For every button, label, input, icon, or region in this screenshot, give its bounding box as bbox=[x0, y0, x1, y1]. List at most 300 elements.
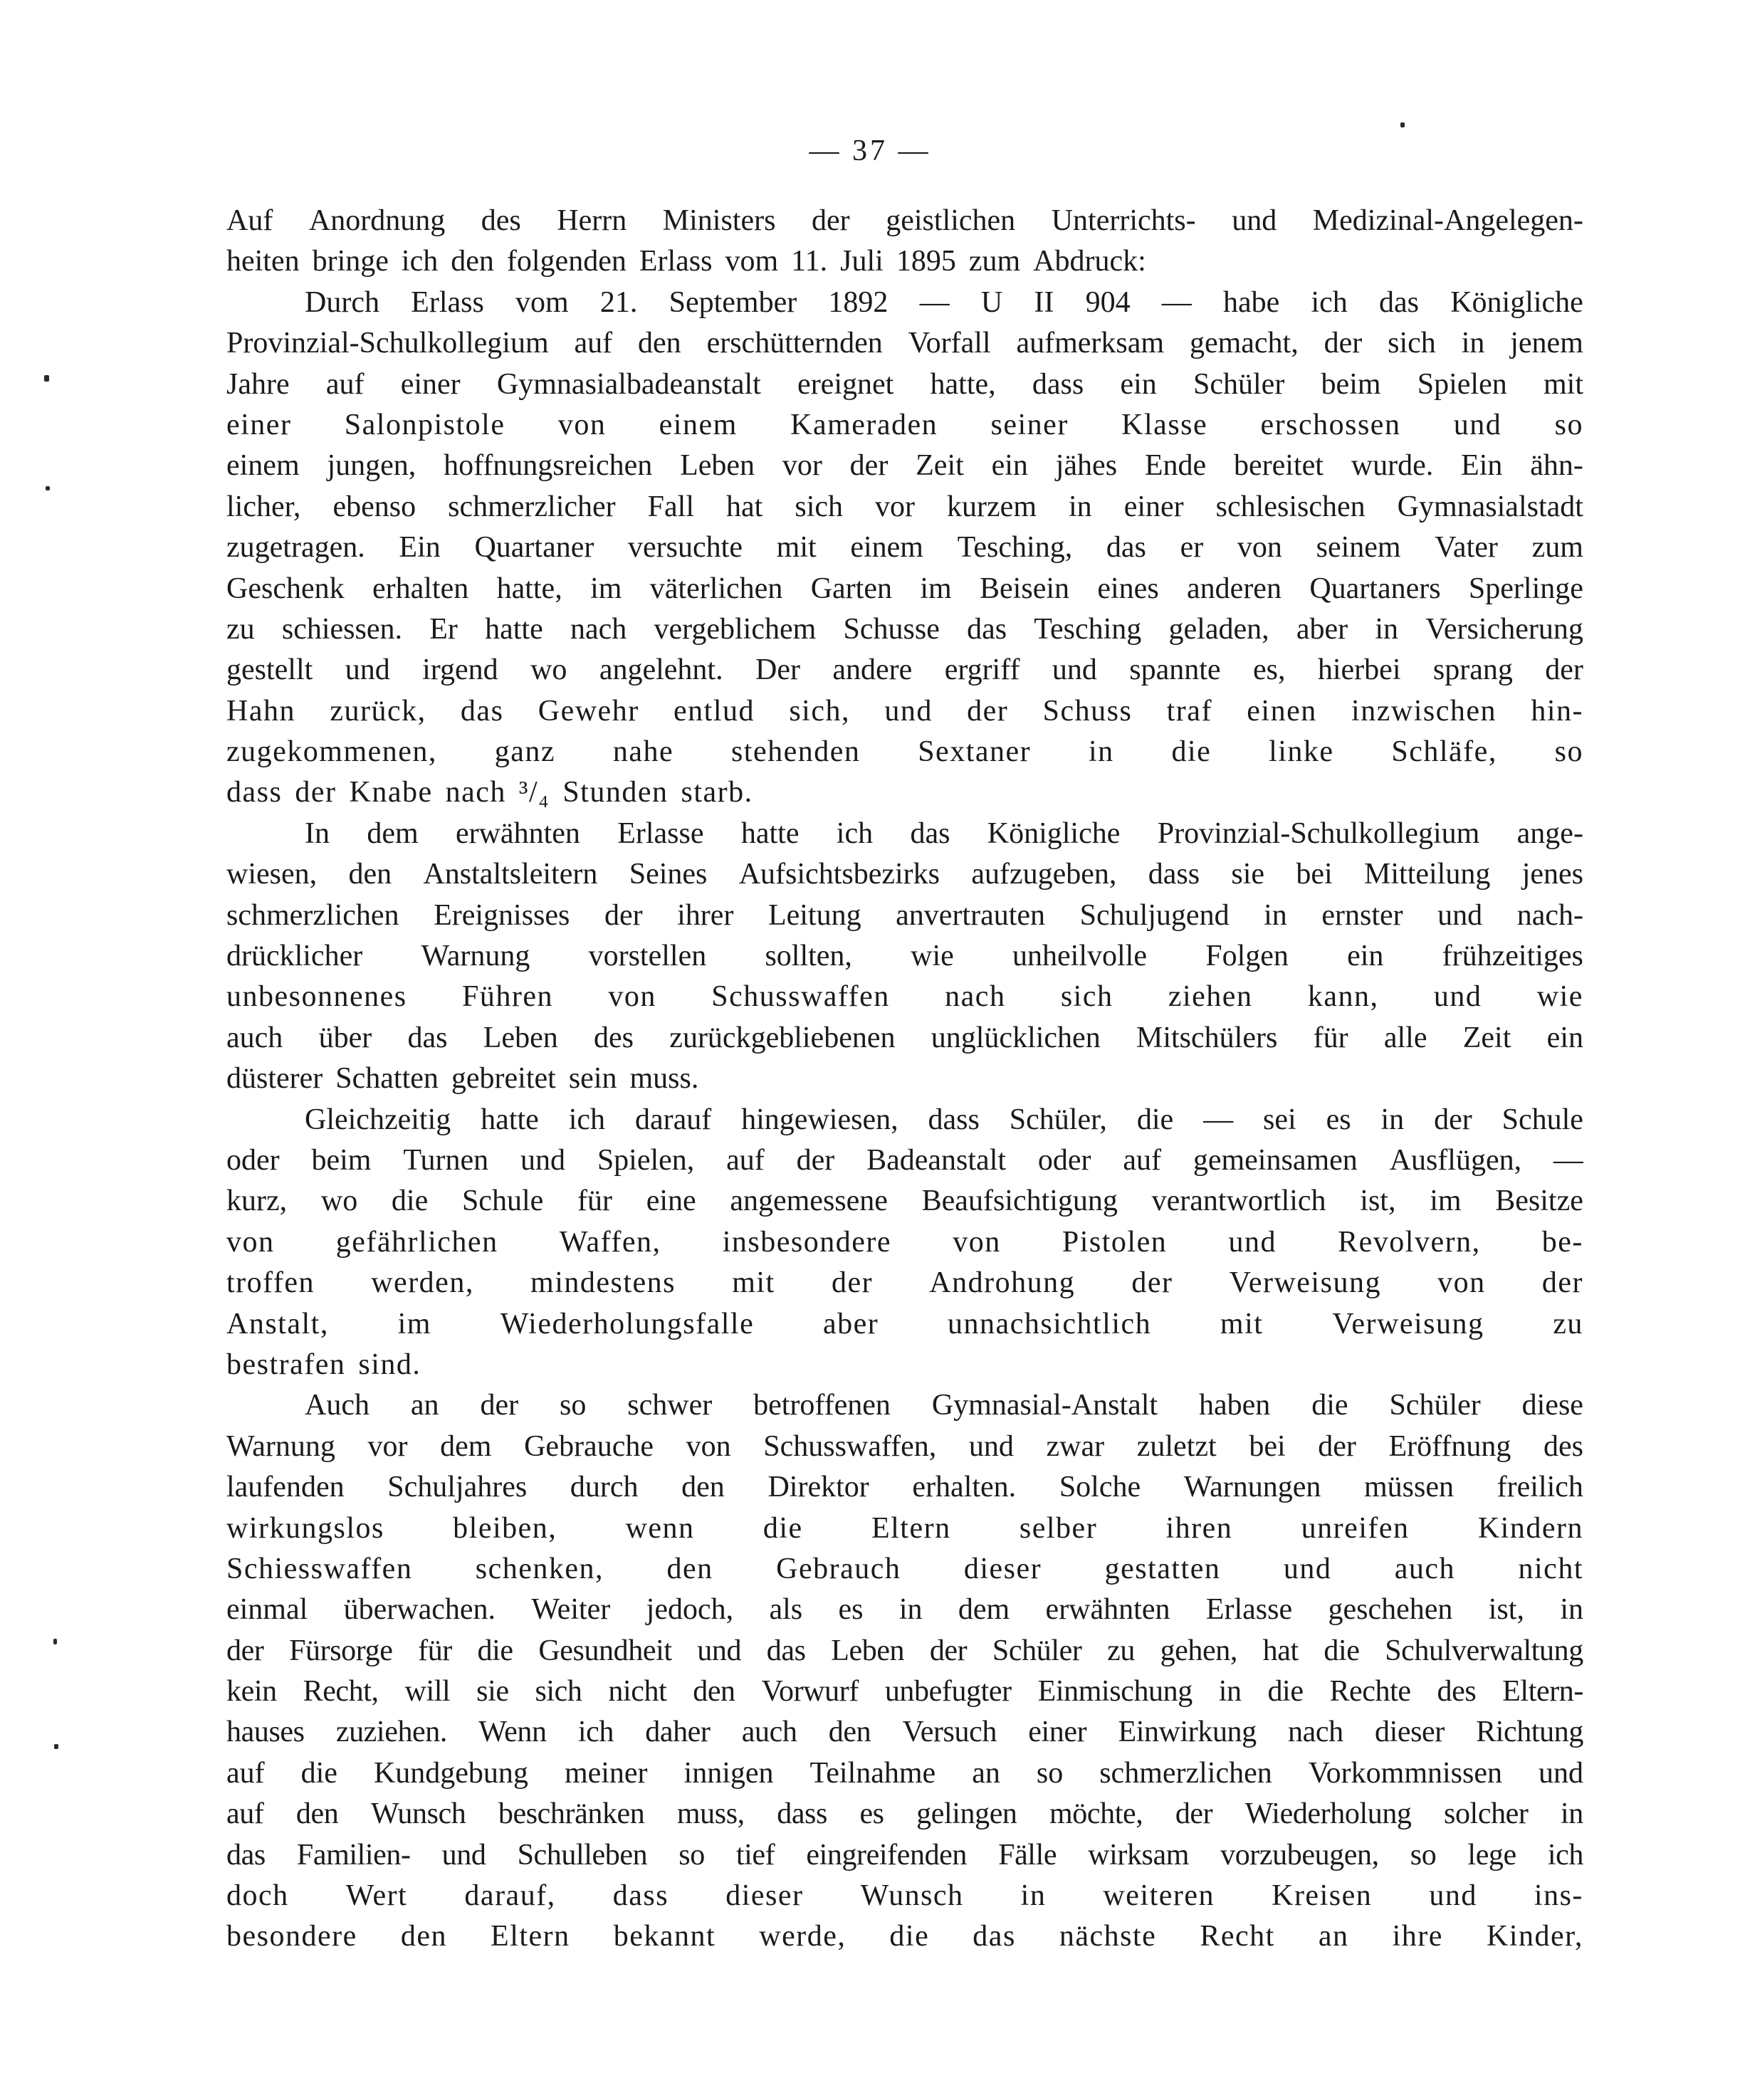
word: im bbox=[920, 572, 952, 605]
word: Leitung bbox=[767, 898, 861, 932]
word: 21. bbox=[599, 285, 638, 319]
word: der bbox=[967, 694, 1009, 728]
word: bei bbox=[1296, 858, 1333, 891]
word: sprang bbox=[1432, 653, 1513, 687]
word: in bbox=[1218, 1675, 1242, 1708]
word: Direktor bbox=[767, 1471, 869, 1504]
word: ins- bbox=[1534, 1879, 1583, 1913]
word: Schüler bbox=[992, 1634, 1082, 1667]
word: so bbox=[678, 1838, 705, 1871]
word: von bbox=[608, 980, 656, 1014]
word: so bbox=[560, 1389, 587, 1422]
word: der bbox=[849, 449, 889, 483]
word: ich bbox=[577, 1716, 614, 1749]
word: zum bbox=[1531, 531, 1583, 565]
word: Beaufsichtigung bbox=[921, 1185, 1118, 1218]
word: in bbox=[1088, 735, 1114, 769]
text-line bbox=[226, 814, 1583, 854]
word: den bbox=[638, 327, 681, 360]
word: ³/₄ bbox=[518, 776, 550, 809]
word: gemeinsamen bbox=[1193, 1143, 1358, 1177]
word: ange- bbox=[1516, 817, 1583, 850]
word: den bbox=[693, 1675, 735, 1708]
word: dieser bbox=[725, 1879, 804, 1913]
word: an bbox=[410, 1389, 439, 1422]
paragraph bbox=[226, 814, 1583, 1100]
word: und bbox=[441, 1838, 486, 1871]
word: durch bbox=[570, 1471, 639, 1504]
word: Familien- bbox=[296, 1838, 411, 1871]
word: sie bbox=[476, 1675, 509, 1708]
word: Leben bbox=[680, 449, 755, 483]
word: vor bbox=[367, 1429, 408, 1463]
word: jähes bbox=[1055, 449, 1118, 483]
word: insbesondere bbox=[722, 1225, 892, 1259]
word: hatte bbox=[481, 1103, 539, 1136]
word: einmal bbox=[226, 1593, 308, 1627]
word: ich bbox=[836, 817, 874, 850]
word: schmerzlichen bbox=[1099, 1756, 1272, 1790]
word: nicht bbox=[1518, 1552, 1583, 1585]
word: in bbox=[898, 1593, 923, 1627]
word: jenem bbox=[1510, 327, 1583, 360]
word: auf bbox=[574, 327, 613, 360]
word: zu bbox=[1107, 1634, 1135, 1667]
word: schmerzlichen bbox=[226, 898, 399, 932]
word: in bbox=[1375, 612, 1399, 646]
word: Versicherung bbox=[1425, 612, 1583, 646]
word: einen bbox=[1247, 694, 1317, 728]
word: Schusse bbox=[843, 612, 940, 646]
word: Schusswaffen bbox=[711, 980, 890, 1014]
word: Eltern bbox=[491, 1920, 570, 1953]
word: unheilvolle bbox=[1012, 940, 1147, 973]
word: Besitze bbox=[1495, 1185, 1583, 1218]
word: der bbox=[226, 1634, 264, 1667]
text-line bbox=[226, 1835, 1583, 1876]
word: den bbox=[400, 1920, 447, 1953]
word: Schule bbox=[461, 1185, 544, 1218]
word: Ein bbox=[1461, 449, 1503, 483]
word: Jahre bbox=[226, 367, 290, 401]
body-text bbox=[226, 201, 1583, 1958]
word: Führen bbox=[462, 980, 553, 1014]
word: ähn- bbox=[1530, 449, 1583, 483]
word: II bbox=[1034, 285, 1054, 319]
word: das bbox=[910, 817, 950, 850]
word: der bbox=[1175, 1797, 1213, 1831]
word: ereignet bbox=[797, 367, 894, 401]
text-line bbox=[226, 1427, 1583, 1467]
word: mit bbox=[732, 1266, 775, 1300]
word: ich bbox=[568, 1103, 606, 1136]
word: gestatten bbox=[1104, 1552, 1221, 1585]
word: schenken, bbox=[475, 1552, 604, 1585]
word: gehen, bbox=[1160, 1634, 1237, 1667]
word: auch bbox=[1394, 1552, 1456, 1585]
word: In bbox=[305, 817, 330, 850]
word: von bbox=[686, 1429, 731, 1463]
word: Kinder, bbox=[1486, 1920, 1583, 1953]
word: an bbox=[972, 1756, 1000, 1790]
text-line bbox=[226, 1304, 1583, 1345]
word: Königliche bbox=[987, 817, 1121, 850]
word: unnachsichtlich bbox=[948, 1307, 1152, 1340]
paragraph bbox=[226, 283, 1583, 814]
word: Waffen, bbox=[559, 1225, 661, 1259]
text-line bbox=[226, 1590, 1583, 1630]
word: Gymnasial-Anstalt bbox=[931, 1389, 1158, 1422]
word: sollten, bbox=[765, 940, 852, 973]
word: dass bbox=[777, 1797, 827, 1831]
word: einer bbox=[1028, 1716, 1087, 1749]
word: Sperlinge bbox=[1468, 572, 1583, 605]
word: wo bbox=[530, 653, 567, 687]
word: Solche bbox=[1059, 1471, 1141, 1504]
word: be- bbox=[1541, 1225, 1583, 1259]
word: geladen, bbox=[1168, 612, 1269, 646]
word: Gesundheit bbox=[538, 1634, 672, 1667]
word: kann, bbox=[1307, 980, 1379, 1014]
word: seinem bbox=[1316, 531, 1401, 565]
word: zurückgebliebenen bbox=[669, 1021, 896, 1054]
word: in bbox=[1069, 490, 1092, 523]
text-line bbox=[226, 1916, 1583, 1957]
word: Richtung bbox=[1476, 1716, 1583, 1749]
word: und bbox=[1539, 1756, 1583, 1790]
word: Quartaners bbox=[1309, 572, 1441, 605]
word: erschossen bbox=[1260, 408, 1401, 441]
word: heiten bbox=[226, 245, 300, 278]
word: wiesen, bbox=[226, 858, 318, 891]
text-line bbox=[226, 1222, 1583, 1263]
word: als bbox=[769, 1593, 803, 1627]
word: Wert bbox=[345, 1879, 408, 1913]
word: Recht, bbox=[303, 1675, 379, 1708]
word: vorstellen bbox=[588, 940, 707, 973]
word: zuletzt bbox=[1136, 1429, 1217, 1463]
word: erhalten bbox=[372, 572, 469, 605]
word: kurz, bbox=[226, 1185, 288, 1218]
text-line bbox=[226, 1753, 1583, 1794]
word: drücklicher bbox=[226, 940, 363, 973]
word: andere bbox=[832, 653, 913, 687]
word: darauf, bbox=[464, 1879, 556, 1913]
word: ist, bbox=[1360, 1185, 1396, 1218]
word: Fälle bbox=[998, 1838, 1057, 1871]
word: hin- bbox=[1531, 694, 1583, 728]
word: Ende bbox=[1144, 449, 1207, 483]
word: väterlichen bbox=[649, 572, 783, 605]
word: auf bbox=[1123, 1143, 1162, 1177]
word: jungen, bbox=[327, 449, 416, 483]
word: Warnungen bbox=[1183, 1471, 1321, 1504]
word: Er bbox=[429, 612, 458, 646]
word: und bbox=[520, 1143, 565, 1177]
word: vom bbox=[725, 245, 779, 278]
word: Gewehr bbox=[538, 694, 639, 728]
word: muss, bbox=[676, 1797, 745, 1831]
text-line bbox=[226, 1712, 1583, 1753]
word: Ereignisses bbox=[434, 898, 570, 932]
word: unreifen bbox=[1301, 1511, 1410, 1545]
word: auf bbox=[226, 1756, 265, 1790]
word: Eröffnung bbox=[1388, 1429, 1511, 1463]
word: bringe bbox=[312, 245, 389, 278]
word: hatte, bbox=[496, 572, 562, 605]
text-line bbox=[226, 527, 1583, 568]
word: 904 bbox=[1085, 285, 1131, 319]
word: ihrer bbox=[677, 898, 734, 932]
word: eingreifenden bbox=[806, 1838, 968, 1871]
word: der bbox=[796, 1143, 835, 1177]
word: troffen bbox=[226, 1266, 315, 1300]
text-line bbox=[226, 609, 1583, 650]
word: Königliche bbox=[1450, 285, 1583, 319]
word: nicht bbox=[608, 1675, 667, 1708]
word: Zeit bbox=[1462, 1021, 1511, 1054]
word: vor bbox=[782, 449, 822, 483]
text-line bbox=[226, 772, 1583, 813]
word: angelehnt. bbox=[599, 653, 723, 687]
word: ein bbox=[1120, 367, 1157, 401]
word: Hahn bbox=[226, 694, 295, 728]
word: Kindern bbox=[1477, 1511, 1583, 1545]
word: — bbox=[1203, 1103, 1234, 1136]
word: von bbox=[953, 1225, 1001, 1259]
word: Recht bbox=[1200, 1920, 1275, 1953]
word: werde, bbox=[759, 1920, 847, 1953]
word: kurzem bbox=[947, 490, 1037, 523]
word: kein bbox=[226, 1675, 277, 1708]
text-line bbox=[226, 1549, 1583, 1590]
word: jenes bbox=[1521, 858, 1583, 891]
word: sind. bbox=[358, 1348, 421, 1381]
word: so bbox=[1036, 1756, 1064, 1790]
word: frühzeitiges bbox=[1442, 940, 1583, 973]
word: das bbox=[766, 1634, 806, 1667]
word: angemessene bbox=[730, 1185, 888, 1218]
word: bereitet bbox=[1234, 449, 1324, 483]
margin-mark bbox=[1400, 122, 1405, 127]
word: zuziehen. bbox=[335, 1716, 447, 1749]
word: Unterrichts- bbox=[1051, 204, 1196, 237]
word: Mitschülers bbox=[1136, 1021, 1278, 1054]
word: auch bbox=[226, 1021, 283, 1054]
word: habe bbox=[1222, 285, 1280, 319]
word: lege bbox=[1467, 1838, 1516, 1871]
word: und bbox=[1453, 408, 1502, 441]
word: wirksam bbox=[1088, 1838, 1190, 1871]
word: inzwischen bbox=[1351, 694, 1497, 728]
word: Schulleben bbox=[517, 1838, 648, 1871]
word: zugekommenen, bbox=[226, 735, 437, 769]
page-number: — 37 — bbox=[809, 135, 931, 167]
word: gebreitet bbox=[451, 1062, 556, 1096]
word: die bbox=[1324, 1634, 1360, 1667]
word: Der bbox=[755, 653, 800, 687]
word: auch bbox=[741, 1716, 797, 1749]
word: und bbox=[968, 1429, 1014, 1463]
text-line bbox=[226, 446, 1583, 486]
word: Rechte bbox=[1329, 1675, 1411, 1708]
word: dem bbox=[440, 1429, 492, 1463]
word: linke bbox=[1269, 735, 1334, 769]
word: es bbox=[859, 1797, 884, 1831]
word: und bbox=[1437, 898, 1483, 932]
paragraph bbox=[226, 1100, 1583, 1386]
word: Seines bbox=[629, 858, 708, 891]
word: ziehen bbox=[1168, 980, 1253, 1014]
word: vom bbox=[515, 285, 569, 319]
text-line bbox=[226, 1631, 1583, 1671]
word: den bbox=[828, 1716, 871, 1749]
word: Wiederholungsfalle bbox=[500, 1307, 755, 1340]
word: mit bbox=[1220, 1307, 1264, 1340]
paragraph bbox=[226, 1385, 1583, 1957]
word: Fürsorge bbox=[289, 1634, 393, 1667]
text-line bbox=[226, 1467, 1583, 1508]
word: Tesching bbox=[1034, 612, 1142, 646]
word: wie bbox=[911, 940, 954, 973]
word: gefährlichen bbox=[335, 1225, 498, 1259]
word: in bbox=[1264, 898, 1287, 932]
word: und bbox=[884, 694, 933, 728]
word: geistlichen bbox=[886, 204, 1016, 237]
word: beim bbox=[311, 1143, 372, 1177]
word: der bbox=[1434, 1103, 1472, 1136]
word: diese bbox=[1521, 1389, 1583, 1422]
word: oder bbox=[226, 1143, 280, 1177]
word: der bbox=[295, 776, 337, 809]
word: stehenden bbox=[730, 735, 861, 769]
word: Wunsch bbox=[860, 1879, 964, 1913]
word: Gebrauche bbox=[524, 1429, 654, 1463]
word: die bbox=[1136, 1103, 1174, 1136]
word: nach bbox=[1288, 1716, 1343, 1749]
word: das bbox=[1378, 285, 1419, 319]
word: alle bbox=[1383, 1021, 1427, 1054]
word: es bbox=[1326, 1103, 1351, 1136]
word: zwar bbox=[1046, 1429, 1105, 1463]
word: Ausflügen, bbox=[1389, 1143, 1522, 1177]
text-line bbox=[226, 691, 1583, 732]
word: von bbox=[1237, 531, 1282, 565]
word: der bbox=[1131, 1266, 1173, 1300]
word: der bbox=[1324, 327, 1363, 360]
word: einem bbox=[850, 531, 923, 565]
word: erwähnten bbox=[1045, 1593, 1170, 1627]
word: den bbox=[666, 1552, 713, 1585]
word: und bbox=[697, 1634, 742, 1667]
word: 1892 bbox=[828, 285, 889, 319]
word: so bbox=[1410, 1838, 1437, 1871]
word: Knabe bbox=[349, 776, 433, 809]
word: oder bbox=[1037, 1143, 1091, 1177]
word: Aufsichtsbezirks bbox=[738, 858, 940, 891]
word: der bbox=[929, 1634, 968, 1667]
word: in bbox=[1020, 1879, 1047, 1913]
word: die bbox=[1267, 1675, 1304, 1708]
word: Mitteilung bbox=[1364, 858, 1491, 891]
text-line bbox=[226, 323, 1583, 364]
word: Wiederholung bbox=[1244, 1797, 1412, 1831]
word: vergeblichem bbox=[654, 612, 817, 646]
word: bekannt bbox=[613, 1920, 716, 1953]
word: Salonpistole bbox=[344, 408, 505, 441]
word: Teilnahme bbox=[809, 1756, 936, 1790]
word: eines bbox=[1097, 572, 1159, 605]
word: laufenden bbox=[226, 1471, 345, 1504]
word: Abdruck: bbox=[1033, 245, 1146, 278]
word: müssen bbox=[1364, 1471, 1455, 1504]
text-line bbox=[226, 936, 1583, 977]
word: Provinzial-Schulkollegium bbox=[226, 327, 549, 360]
word: gestellt bbox=[226, 653, 313, 687]
text-line bbox=[226, 1794, 1583, 1834]
word: ernster bbox=[1321, 898, 1403, 932]
word: von bbox=[557, 408, 607, 441]
text-line bbox=[226, 854, 1583, 895]
word: so bbox=[1554, 735, 1583, 769]
word: über bbox=[318, 1021, 372, 1054]
word: sich bbox=[1388, 327, 1436, 360]
word: des bbox=[594, 1021, 634, 1054]
word: bei bbox=[1249, 1429, 1286, 1463]
text-line bbox=[226, 1059, 1583, 1099]
word: ihren bbox=[1165, 1511, 1233, 1545]
word: Erlass bbox=[411, 285, 484, 319]
word: entlud bbox=[674, 694, 755, 728]
word: einer bbox=[1123, 490, 1184, 523]
word: der bbox=[1318, 1429, 1356, 1463]
word: Gebrauch bbox=[776, 1552, 901, 1585]
word: Schüler bbox=[1389, 1389, 1481, 1422]
word: jedoch, bbox=[646, 1593, 734, 1627]
word: folgenden bbox=[506, 245, 627, 278]
word: verantwortlich bbox=[1151, 1185, 1326, 1218]
word: darauf bbox=[634, 1103, 712, 1136]
word: einer bbox=[226, 408, 292, 441]
word: besondere bbox=[226, 1920, 357, 1953]
word: dass bbox=[1148, 858, 1200, 891]
word: — bbox=[1553, 1143, 1583, 1177]
text-line bbox=[226, 201, 1583, 241]
word: sich, bbox=[789, 694, 850, 728]
word: Erlasse bbox=[617, 817, 704, 850]
word: wo bbox=[320, 1185, 358, 1218]
word: Schule bbox=[1501, 1103, 1583, 1136]
word: Erlass bbox=[639, 245, 713, 278]
word: wurde. bbox=[1351, 449, 1434, 483]
word: düsterer bbox=[226, 1062, 323, 1096]
word: Zeit bbox=[916, 449, 964, 483]
word: September bbox=[669, 285, 797, 319]
text-line bbox=[226, 364, 1583, 405]
text-line bbox=[226, 283, 1583, 323]
word: tief bbox=[735, 1838, 775, 1871]
word: Versuch bbox=[902, 1716, 997, 1749]
word: gemacht, bbox=[1189, 327, 1299, 360]
word: der bbox=[812, 204, 850, 237]
word: in bbox=[1380, 1103, 1405, 1136]
text-line bbox=[226, 1345, 1583, 1385]
word: hatte bbox=[740, 817, 800, 850]
word: in bbox=[1560, 1593, 1583, 1627]
word: Warnung bbox=[421, 940, 530, 973]
text-line bbox=[226, 569, 1583, 609]
word: Wenn bbox=[478, 1716, 547, 1749]
